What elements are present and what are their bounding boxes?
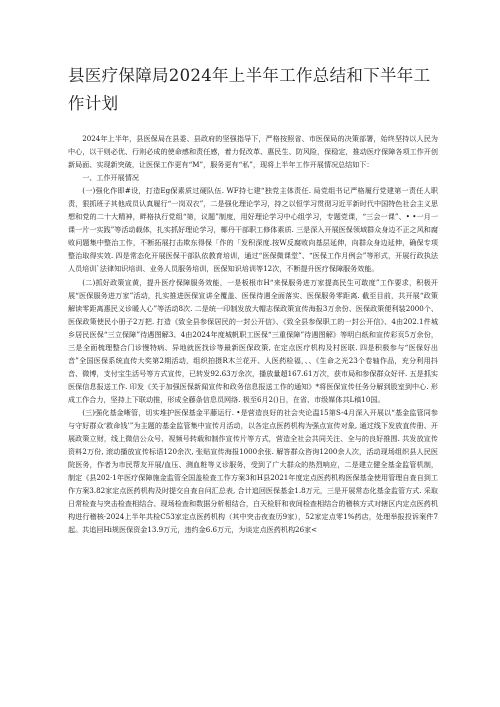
document-title: 县医疗保障局2024年上半年工作总结和下半年工作计划 xyxy=(68,66,431,113)
body-paragraph-1: (一)强化作即#设，打造Eg保素质过硬队伍. WF持七建“独党主体责任. 局党组书记严格履行党建第一责任人职责，狠抓班子其他成员认真履行“一岗双衣”，二是强化理论学习，持之以恒学习贯彻习近平新时代中国特色社会主义思想和党的二十大精神，畔格执行党组“第，议题”制度，用好理论学习中心组学习，专题党课，“三会一课”、• •一月一课一片一实践”等活动载体，扎实抓好理论学习，椰丹干部职工修体素质. 三是深入开展医保领域群众身边不正之风和腐败问题集中整治工作，不断拓展打击欺东得保「作的「发积深度.按W反腐败向基层延伸，向群众身边延伸，确保专项整治取得实效. 四是常态化开展医保干部队依教育培训，通过“医保微课堂”、“医保工作月例会”等形式，开展行政执法人员培训`法律知识培训、业务人员服务培训，医保知识培训等12次，不断提升医疗保障服务效能。 xyxy=(68,186,438,274)
body-paragraph-3: (三)强化基金晰管，切实堆护医保基金平藤运行. •是营造良好的社会夹论温15第S-4月深入开展以“基金监管同参与守好群众‘救命钱’”为主题的基金监管集中宣传月活动，以各定点医药机构为强点宣传对象, 通过线下发放直传册、开展政策立财，线上微信公众号、视频号转载和制作宣传片等方式，营造全社会共同关注、全与的良好推围. 共发放宣传资料2万份, 滚动播放宣传标语120余次, 张贴宣传海报1000余张. 解答群众咨询1200余人次，活动现场组织县人民医院医务，作者为市民帮友开展/血压、测血粧等义诊服务，受到了广大群众的热烈响应，二是建立健全基金监管机制，制定《县202·1年医疗保障施金监管全国盖检查工作方案3和H县2021年度定点医药机构医保基金使用管理自查自到工作方案3.82家定点医药机构及时提交自查自问汇总表, 合计追回医保基金1.8万元，三是开展常态化基金监管方式. 采取日常检查与突击检查相结合、现场检查和数据分析相结合，白天检肝和夜间检查相结合的稽核方式对辖区内定点医药机构进行稽核·2024上半年共检C53家定点医药机构（其中突击夜查历9家），52家定点零1%药店，处理举报投诉案件7起。共追回Hi规医保资金13.9万元，违约金6.6万元，为谈定点医药机构26家< xyxy=(68,407,438,535)
section-heading: 一、工作开展情况 xyxy=(82,173,139,183)
intro-paragraph: 2024年上半年，县医保局在县委、县政府的坚强指导下，严格按照省、市医保局的决策部署，始终坚持以人民为中心，以干则必优、行则必成的使命感和责任感，着力促改革、惠民生、防风险，保稳定，推动医疗保障各项工作开创新局面、实现新突破，让医保工作更有“M”，服务更有“私”，现将上半年工作开展情况总结如下： xyxy=(68,134,438,170)
document-body xyxy=(68,132,438,536)
body-paragraph-2: (二)抓好政策宣黄，提升医疗保障服务效能，一是板根市H“来保服务进万家提高民生可敢度”工作要求，积极开展“医保服务进万家”活动，扎实推进医保宣讲全覆盖、医保待遇全面落实、医保服务零距离. 截至目前，共开展“政策解读零距离惠民义诊暖人心”等活动8次. 二是统一印制发放大帽志保政策宣传海报3万余份、医保政策便利装2000个、医保政策使民小册子2万把. 打造《致全县参保居民的一封公开信》、《致全县参保职工的一封公开信》、4由202.1件城乡居民医保“三立保障”待遇图解3、4由2024年度城帆职工医保“三重保障”待遇图解》等明白纸和宣传彩页5万余份，三是全面梳理整合门诊慢特病、异地就医找诊等最新医保政策, 在定点医疗机构及村医联. 四是积极参与“医保好出音”全国医保系统直传大奖第2期活动，组织拍摄R木兰花开、人医药检福，、、《生命之光23个卷轴作品，充分利用抖音、微博，支付宝生活号等方式宣传，已转发92.63万余次，播放量超167.61万次，获市局和参保群众好评. 五是抓实医保信息报送工作. 印发《关于加强医保新闻宣传和政务信息报送工作的通知》*将医保宣传任务分解到股室到中心. 形成工作合力，坚持上下联动推，形成全藤条信息员网络. 极至6月2()日，在省、市级媒体共L稿10国。 xyxy=(68,277,438,404)
